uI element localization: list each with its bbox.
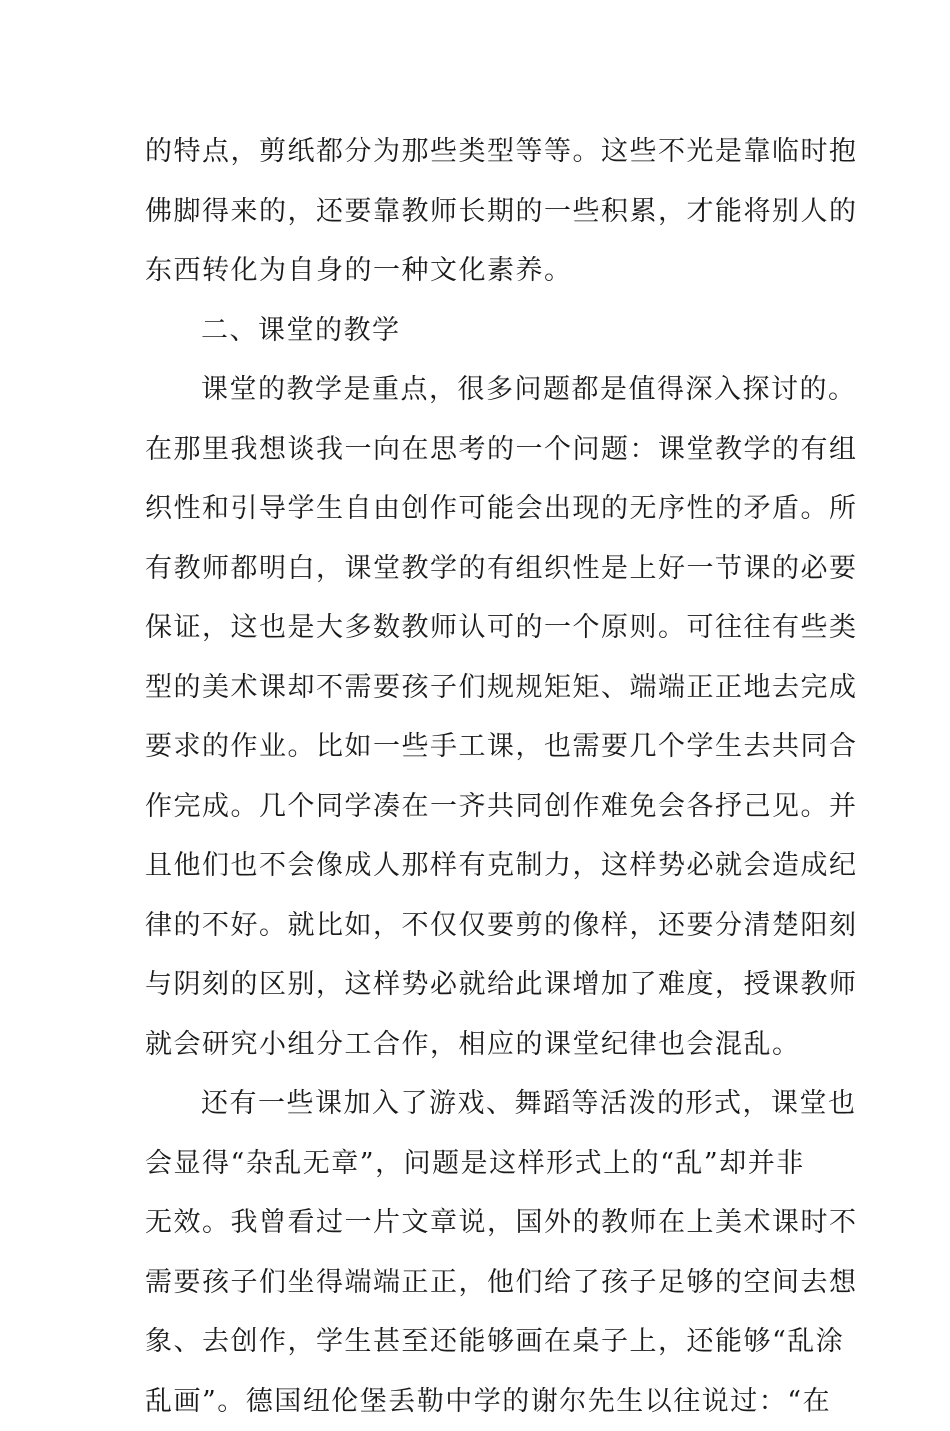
paragraph-line: 就会研究小组分工合作，相应的课堂纪律也会混乱。 xyxy=(145,1015,810,1075)
paragraph-line: 要求的作业。比如一些手工课，也需要几个学生去共同合 xyxy=(145,717,810,777)
paragraph-line: 有教师都明白，课堂教学的有组织性是上好一节课的必要 xyxy=(145,539,810,599)
paragraph-line: 会显得“杂乱无章”，问题是这样形式上的“乱”却并非 xyxy=(145,1134,810,1194)
paragraph-line: 作完成。几个同学凑在一齐共同创作难免会各抒己见。并 xyxy=(145,777,810,837)
paragraph-line: 律的不好。就比如，不仅仅要剪的像样，还要分清楚阳刻 xyxy=(145,896,810,956)
paragraph-line: 东西转化为自身的一种文化素养。 xyxy=(145,241,810,301)
paragraph-line: 还有一些课加入了游戏、舞蹈等活泼的形式，课堂也 xyxy=(145,1074,810,1134)
paragraph-line: 型的美术课却不需要孩子们规规矩矩、端端正正地去完成 xyxy=(145,658,810,718)
paragraph-line: 的特点，剪纸都分为那些类型等等。这些不光是靠临时抱 xyxy=(145,122,810,182)
paragraph-line: 无效。我曾看过一片文章说，国外的教师在上美术课时不 xyxy=(145,1193,810,1253)
section-heading: 二、课堂的教学 xyxy=(145,301,810,361)
paragraph-line: 课堂的教学是重点，很多问题都是值得深入探讨的。 xyxy=(145,360,810,420)
paragraph-line: 与阴刻的区别，这样势必就给此课增加了难度，授课教师 xyxy=(145,955,810,1015)
paragraph-line: 保证，这也是大多数教师认可的一个原则。可往往有些类 xyxy=(145,598,810,658)
paragraph-line: 织性和引导学生自由创作可能会出现的无序性的矛盾。所 xyxy=(145,479,810,539)
paragraph-line: 需要孩子们坐得端端正正，他们给了孩子足够的空间去想 xyxy=(145,1253,810,1313)
paragraph-line: 且他们也不会像成人那样有克制力，这样势必就会造成纪 xyxy=(145,836,810,896)
paragraph-line: 佛脚得来的，还要靠教师长期的一些积累，才能将别人的 xyxy=(145,182,810,242)
paragraph-line: 在那里我想谈我一向在思考的一个问题：课堂教学的有组 xyxy=(145,420,810,480)
document-body xyxy=(145,122,810,1431)
paragraph-line: 象、去创作，学生甚至还能够画在桌子上，还能够“乱涂 xyxy=(145,1312,810,1372)
paragraph-line: 乱画”。德国纽伦堡丢勒中学的谢尔先生以往说过：“在 xyxy=(145,1372,810,1431)
